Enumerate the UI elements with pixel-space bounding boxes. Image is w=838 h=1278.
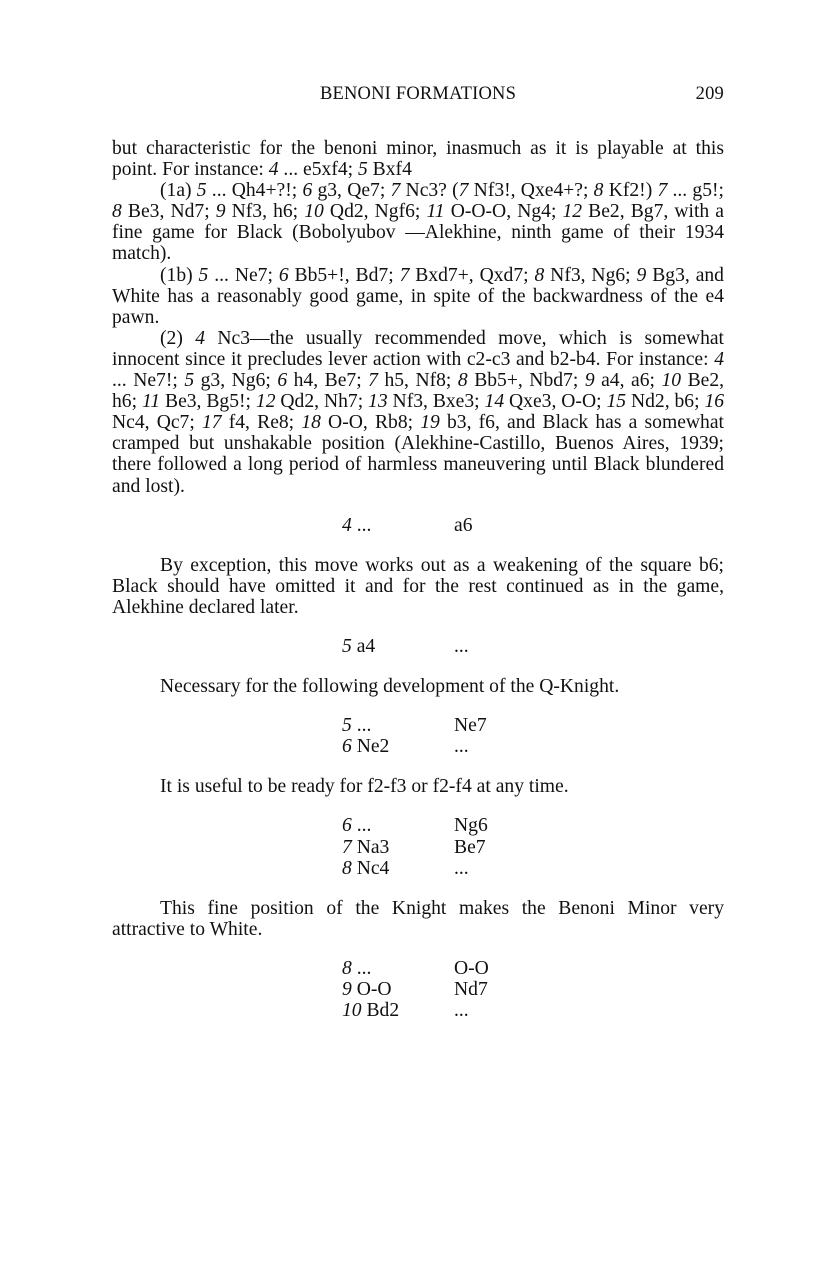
move-number: 7 [342, 836, 352, 858]
move-number: 11 [141, 391, 161, 413]
white-move: 8 ... [342, 957, 372, 979]
move-number: 8 [534, 264, 545, 286]
move-number: 10 [661, 370, 682, 392]
move-number: 5 [357, 159, 368, 181]
move-number: 19 [420, 412, 440, 434]
move-block [112, 715, 724, 757]
comment: By exception, this move works out as a weakening of the square b6; Black should have omitted it and for the rest continued as in the game, Alekhine declared later. [112, 554, 724, 618]
black-move: Ne7 [454, 715, 487, 737]
move-number: 12 [255, 391, 276, 413]
white-move: 5 a4 [342, 635, 376, 657]
move-block [112, 815, 724, 878]
move-line [342, 958, 724, 979]
move-block [112, 958, 724, 1021]
black-move: ... [454, 857, 469, 879]
move-number: 10 [342, 1000, 362, 1022]
move-number: 17 [201, 412, 222, 434]
black-move: Nd7 [454, 979, 488, 1000]
black-move: ... [454, 1000, 469, 1022]
move-number: 5 [342, 715, 352, 737]
white-move: 6 Ne2 [342, 736, 390, 758]
white-move: 10 Bd2 [342, 1000, 400, 1022]
move-number: 9 [636, 264, 647, 286]
move-line [342, 715, 724, 736]
move-number: 8 [342, 857, 352, 879]
paragraph-variation-2: (2) 4 Nc3—the usually recommended move, which is somewhat innocent since it precludes lever action with c2-c3 and b2-b4. For instance: 4 ... Ne7!; 5 g3, Ng6; 6 h4, Be7; 7 h5, Nf8; 8 Bb5+, Nbd7; 9 a4, a6; 10 Be2, h6; 11 Be3, Bg5!; 12 Qd2, Nh7; 13 Nf3, Bxe3; 14 Qxe3, O-O; 15 Nd2, b6; 16 Nc4, Qc7; 17 f4, Re8; 18 O-O, Rb8; 19 b3, f6, and Black has a somewhat cramped but unshakable position (Alekhine-Castillo, Buenos Aires, 1939; there followed a long period of harmless maneuvering until Black blundered and lost). [112, 327, 725, 497]
move-line [342, 1000, 724, 1021]
move-number: 6 [342, 736, 352, 758]
body-text [112, 138, 724, 1040]
move-number: 11 [426, 201, 445, 223]
move-number: 8 [457, 370, 468, 392]
move-number: 16 [704, 391, 725, 413]
running-head [112, 84, 724, 110]
move-block [112, 636, 724, 657]
move-number: 18 [301, 412, 321, 434]
page-number: 209 [695, 84, 724, 104]
move-number: 9 [584, 370, 595, 392]
move-number: 5 [184, 370, 195, 392]
white-move: 9 O-O [342, 979, 392, 1000]
move-line [342, 736, 724, 757]
move-number: 9 [342, 979, 352, 1000]
move-number: 5 [196, 180, 207, 202]
move-line [342, 979, 724, 1000]
move-line [342, 636, 724, 657]
move-number: 6 [342, 815, 352, 837]
comment: This fine position of the Knight makes the Benoni Minor very attractive to White. [112, 897, 724, 940]
move-number: 4 [268, 159, 279, 181]
paragraph-variation-1b: (1b) 5 ... Ne7; 6 Bb5+!, Bd7; 7 Bxd7+, Qxd7; 8 Nf3, Ng6; 9 Bg3, and White has a reasonably good game, in spite of the backwardness of the e4 pawn. [112, 264, 724, 328]
white-move: 7 Na3 [342, 836, 390, 858]
white-move: 4 ... [342, 514, 372, 536]
move-line [342, 515, 724, 536]
comment: Necessary for the following development of the Q-Knight. [160, 676, 620, 698]
move-number: 12 [562, 201, 583, 223]
paragraph-intro: but characteristic for the benoni minor, inasmuch as it is playable at this point. For instance: 4 ... e5xf4; 5 Bxf4 [112, 138, 724, 181]
move-number: 8 [112, 201, 122, 223]
move-number: 5 [198, 264, 209, 286]
move-number: 4 [342, 514, 352, 536]
move-number: 7 [399, 264, 410, 286]
move-line [342, 815, 724, 836]
black-move: a6 [454, 514, 473, 536]
move-number: 6 [277, 370, 288, 392]
move-number: 8 [342, 957, 352, 979]
running-title: BENONI FORMATIONS [319, 84, 517, 104]
move-line [342, 837, 724, 858]
move-number: 14 [484, 391, 505, 413]
move-number: 8 [593, 180, 604, 202]
move-number: 7 [390, 180, 401, 202]
paragraph-variation-1a: (1a) 5 ... Qh4+?!; 6 g3, Qe7; 7 Nc3? (7 Nf3!, Qxe4+?; 8 Kf2!) 7 ... g5!; 8 Be3, Nd7; 9 Nf3, h6; 10 Qd2, Ngf6; 11 O-O-O, Ng4; 12 Be2, Bg7, with a fine game for Black (Bobolyubov —Alekhine, ninth game of their 1934 match). [112, 180, 725, 265]
move-number: 7 [458, 180, 469, 202]
move-number: 7 [368, 370, 378, 392]
black-move: ... [454, 736, 469, 758]
white-move: 6 ... [342, 815, 372, 837]
comment: It is useful to be ready for f2-f3 or f2-f4 at any time. [160, 776, 569, 798]
move-number: 4 [195, 327, 205, 349]
move-number: 10 [304, 201, 324, 223]
move-number: 7 [657, 180, 668, 202]
move-number: 4 [714, 348, 724, 370]
black-move: ... [454, 635, 469, 657]
black-move: Be7 [454, 836, 486, 858]
move-number: 6 [278, 264, 289, 286]
white-move: 8 Nc4 [342, 857, 390, 879]
move-number: 9 [215, 201, 226, 223]
move-number: 5 [342, 635, 352, 657]
move-number: 6 [302, 180, 313, 202]
black-move: Ng6 [454, 815, 488, 837]
move-line [342, 858, 724, 879]
black-move: O-O [454, 957, 489, 979]
move-block [112, 515, 724, 536]
move-number: 13 [368, 391, 388, 413]
white-move: 5 ... [342, 715, 372, 737]
move-number: 15 [606, 391, 627, 413]
